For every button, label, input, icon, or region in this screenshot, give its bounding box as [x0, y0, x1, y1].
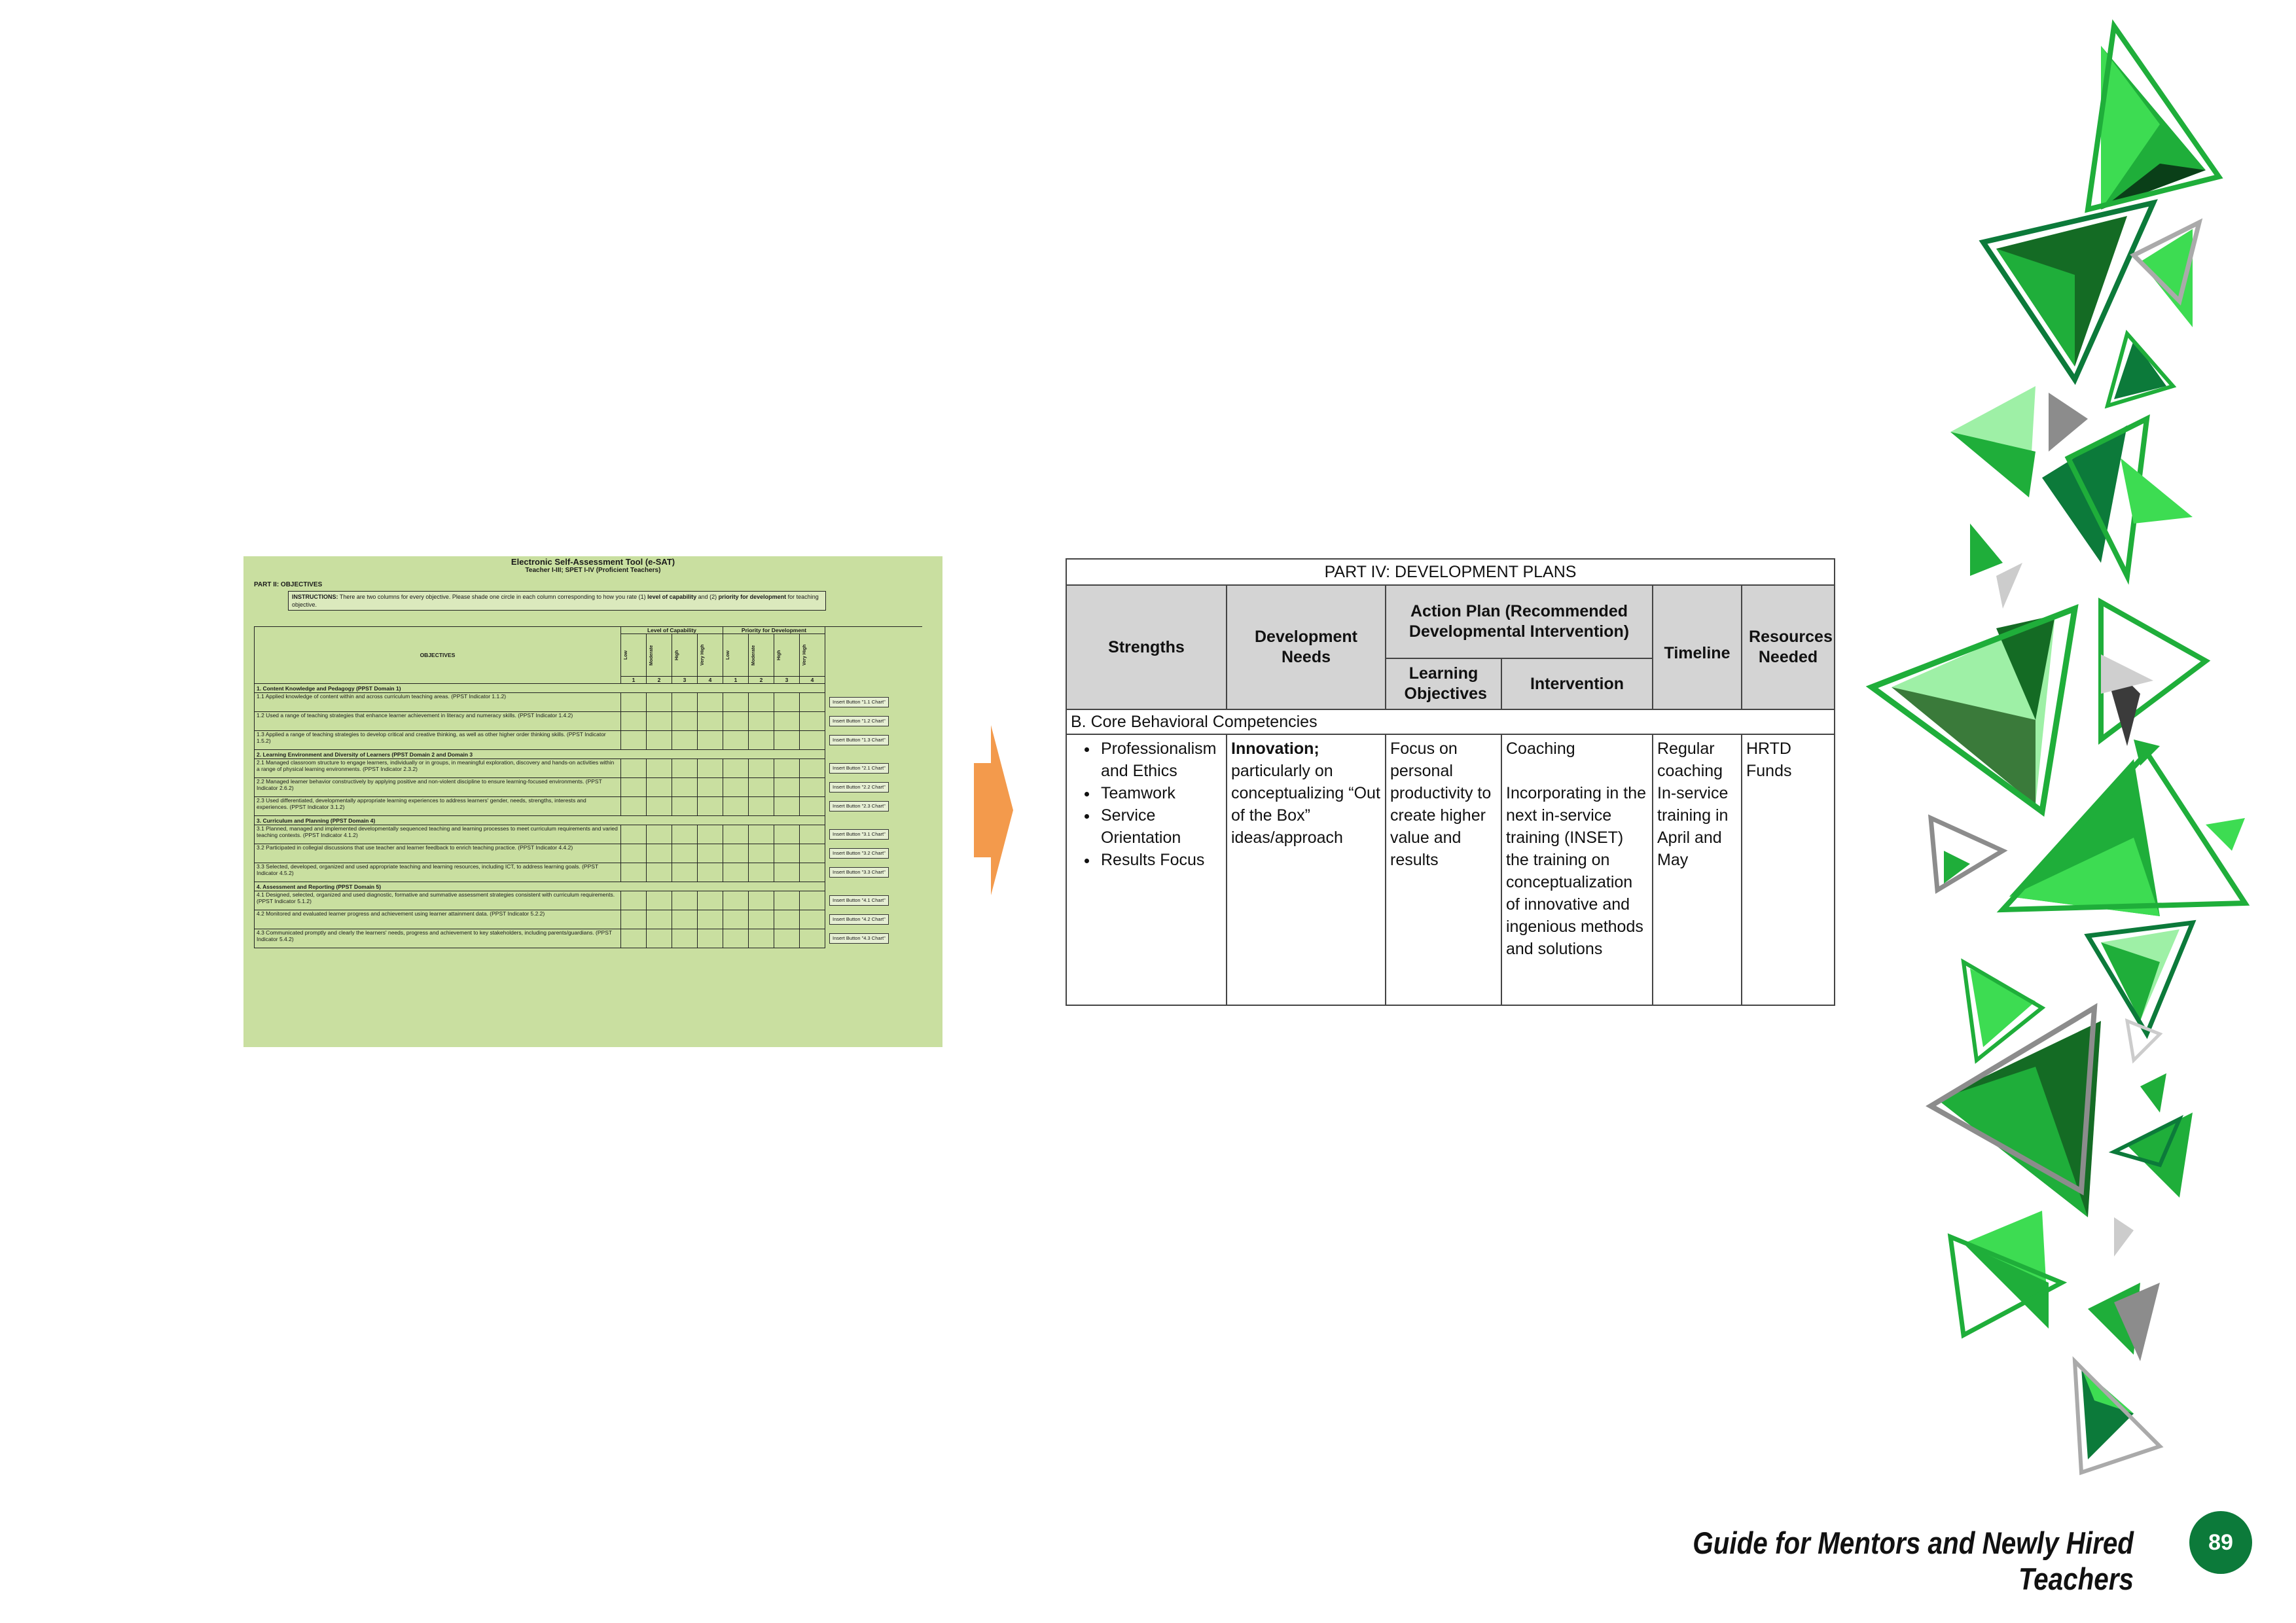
esat-chart-button-cell	[825, 863, 922, 882]
header-resources-needed-text: Resources Needed	[1749, 628, 1833, 666]
esat-domain-spacer	[825, 882, 922, 891]
esat-instr-b2: priority for development	[718, 594, 787, 600]
esat-instructions	[288, 591, 826, 611]
cell-timeline: Regular coaching In-service training in April and May	[1653, 734, 1742, 1005]
esat-chart-button[interactable]: Insert Button "4.1 Chart"	[829, 895, 889, 906]
esat-rating-cell[interactable]	[647, 825, 672, 844]
esat-rating-cell[interactable]	[723, 712, 749, 731]
esat-scale-number: 1	[621, 677, 647, 684]
esat-objective-row	[255, 797, 922, 816]
esat-instr-mid: and (2)	[696, 594, 719, 600]
header-development-needs-text: Development Needs	[1255, 628, 1357, 666]
esat-title: Electronic Self-Assessment Tool (e-SAT)	[511, 557, 675, 567]
esat-rating-cell[interactable]	[672, 891, 698, 910]
esat-scale-label	[647, 634, 672, 677]
cell-resources: HRTD Funds	[1742, 734, 1835, 1005]
esat-chart-button-cell	[825, 891, 922, 910]
esat-rating-cell[interactable]	[774, 731, 800, 750]
strength-item: • Teamwork	[1098, 782, 1222, 804]
esat-rating-cell[interactable]	[749, 731, 774, 750]
esat-objective-text: 3.3 Selected, developed, organized and used appropriate teaching and learning resources, including ICT, to address learning goals. (PPST Indicator 4.5.2)	[255, 863, 621, 882]
esat-objective-text: 4.2 Monitored and evaluated learner progress and achievement using learner attainment data. (PPST Indicator 5.2.2)	[255, 910, 621, 929]
esat-rating-cell[interactable]	[672, 731, 698, 750]
esat-rating-cell[interactable]	[800, 825, 825, 844]
esat-scale-text: Very High	[802, 644, 807, 666]
esat-rating-cell[interactable]	[698, 731, 723, 750]
esat-chart-button-cell	[825, 910, 922, 929]
esat-domain-spacer	[825, 816, 922, 825]
esat-rating-cell[interactable]	[723, 797, 749, 816]
esat-rating-cell[interactable]	[647, 712, 672, 731]
esat-rating-cell[interactable]	[647, 731, 672, 750]
esat-instr-end: for teaching objective.	[292, 594, 819, 608]
esat-rating-cell[interactable]	[800, 712, 825, 731]
esat-chart-button[interactable]: Insert Button "3.1 Chart"	[829, 829, 889, 840]
esat-rating-cell[interactable]	[774, 712, 800, 731]
esat-scale-label	[723, 634, 749, 677]
esat-chart-button-cell	[825, 731, 922, 750]
esat-scale-label	[774, 634, 800, 677]
esat-rating-cell[interactable]	[647, 797, 672, 816]
esat-rating-cell[interactable]	[647, 759, 672, 778]
esat-rating-cell[interactable]	[621, 863, 647, 882]
esat-domain-title: 3. Curriculum and Planning (PPST Domain 4)	[255, 816, 825, 825]
header-timeline: Timeline	[1653, 585, 1742, 709]
esat-rating-cell[interactable]	[647, 778, 672, 797]
esat-objective-row	[255, 825, 922, 844]
esat-domain-row	[255, 750, 922, 759]
esat-rating-cell[interactable]	[621, 712, 647, 731]
esat-chart-button[interactable]: Insert Button "1.2 Chart"	[829, 716, 889, 726]
esat-form-image	[243, 556, 942, 1047]
esat-rating-cell[interactable]	[800, 693, 825, 712]
esat-domain-title: 2. Learning Environment and Diversity of Learners (PPST Domain 2 and Domain 3	[255, 750, 825, 759]
esat-objective-text: 4.3 Communicated promptly and clearly the learners' needs, progress and achievement to key stakeholders, including parents/guardians. (PPST Indicator 5.4.2)	[255, 929, 621, 948]
esat-rating-cell[interactable]	[749, 797, 774, 816]
esat-rating-cell[interactable]	[800, 910, 825, 929]
esat-chart-button[interactable]: Insert Button "4.2 Chart"	[829, 914, 889, 925]
plan-title: PART IV: DEVELOPMENT PLANS	[1066, 559, 1835, 585]
esat-rating-cell[interactable]	[621, 825, 647, 844]
esat-rating-cell[interactable]	[749, 759, 774, 778]
esat-rating-cell[interactable]	[800, 778, 825, 797]
esat-objective-row	[255, 778, 922, 797]
esat-rating-cell[interactable]	[749, 778, 774, 797]
header-development-needs	[1227, 585, 1386, 709]
esat-objective-row	[255, 731, 922, 750]
esat-rating-cell[interactable]	[800, 844, 825, 863]
cell-strengths	[1066, 734, 1227, 1005]
esat-rating-cell[interactable]	[621, 844, 647, 863]
esat-objective-row	[255, 863, 922, 882]
esat-rating-cell[interactable]	[698, 825, 723, 844]
esat-rating-cell[interactable]	[698, 797, 723, 816]
intervention-coaching: Coaching	[1506, 740, 1575, 758]
esat-chart-button[interactable]: Insert Button "4.3 Chart"	[829, 933, 889, 944]
esat-rating-cell[interactable]	[698, 778, 723, 797]
esat-rating-cell[interactable]	[749, 891, 774, 910]
esat-scale-number: 4	[800, 677, 825, 684]
section-core-behavioral: B. Core Behavioral Competencies	[1066, 709, 1835, 734]
esat-rating-cell[interactable]	[621, 778, 647, 797]
esat-chart-button[interactable]: Insert Button "2.3 Chart"	[829, 801, 889, 812]
header-intervention: Intervention	[1501, 658, 1653, 709]
esat-rating-cell[interactable]	[749, 693, 774, 712]
esat-rating-cell[interactable]	[672, 863, 698, 882]
cell-development-needs	[1227, 734, 1386, 1005]
esat-col-objectives: OBJECTIVES	[255, 627, 621, 684]
esat-rating-cell[interactable]	[621, 929, 647, 948]
esat-rating-cell[interactable]	[800, 731, 825, 750]
esat-rating-cell[interactable]	[723, 891, 749, 910]
needs-bold: Innovation;	[1231, 740, 1319, 758]
esat-chart-button[interactable]: Insert Button "2.1 Chart"	[829, 763, 889, 774]
esat-objective-row	[255, 910, 922, 929]
esat-objective-row	[255, 844, 922, 863]
esat-objective-text: 2.1 Managed classroom structure to engage learners, individually or in groups, in meaningful exploration, discovery and hands-on activities within a range of physical learning environments. (PPST Indicator 2.3.2)	[255, 759, 621, 778]
esat-rating-cell[interactable]	[774, 863, 800, 882]
esat-rating-cell[interactable]	[723, 778, 749, 797]
esat-scale-text: Low	[624, 651, 628, 660]
esat-rating-cell[interactable]	[647, 844, 672, 863]
esat-rating-cell[interactable]	[723, 929, 749, 948]
esat-objective-text: 2.2 Managed learner behavior constructively by applying positive and non-violent discipline to ensure learning-focused environments. (PPST Indicator 2.6.2)	[255, 778, 621, 797]
esat-scale-text: High	[777, 650, 781, 660]
esat-objective-text: 3.1 Planned, managed and implemented developmentally sequenced teaching and learning processes to meet curriculum requirements and varied teaching contexts. (PPST Indicator 4.1.2)	[255, 825, 621, 844]
header-strengths: Strengths	[1066, 585, 1227, 709]
esat-rating-cell[interactable]	[723, 844, 749, 863]
esat-domain-row	[255, 882, 922, 891]
esat-objective-row	[255, 693, 922, 712]
esat-objective-text: 1.3 Applied a range of teaching strategies to develop critical and creative thinking, as well as other higher order thinking skills. (PPST Indicator 1.5.2)	[255, 731, 621, 750]
esat-table-body	[255, 684, 922, 948]
esat-rating-cell[interactable]	[723, 731, 749, 750]
strength-item: • Results Focus	[1098, 849, 1222, 871]
esat-scale-text: High	[675, 650, 679, 660]
esat-rating-cell[interactable]	[672, 712, 698, 731]
page-number-badge: 89	[2189, 1511, 2252, 1574]
esat-domain-row	[255, 684, 922, 693]
triangle-decoration	[1872, 26, 2245, 1472]
esat-rating-cell[interactable]	[621, 910, 647, 929]
esat-domain-spacer	[825, 684, 922, 693]
esat-rating-cell[interactable]	[723, 910, 749, 929]
esat-instr-text: There are two columns for every objective. Please shade one circle in each column corresponding to how you rate (1)	[338, 594, 648, 600]
esat-table	[254, 626, 922, 948]
esat-chart-button[interactable]: Insert Button "2.2 Chart"	[829, 782, 889, 793]
strengths-list	[1067, 738, 1222, 871]
esat-objective-row	[255, 759, 922, 778]
esat-rating-cell[interactable]	[723, 863, 749, 882]
esat-scale-label	[800, 634, 825, 677]
esat-rating-cell[interactable]	[698, 929, 723, 948]
header-resources-needed	[1742, 585, 1835, 709]
esat-rating-cell[interactable]	[800, 759, 825, 778]
esat-scale-number: 2	[647, 677, 672, 684]
esat-scale-text: Moderate	[751, 645, 756, 666]
esat-rating-cell[interactable]	[672, 797, 698, 816]
esat-col-priority: Priority for Development	[723, 627, 825, 634]
esat-objective-text: 2.3 Used differentiated, developmentally appropriate learning experiences to address learners' gender, needs, strengths, interests and experiences. (PPST Indicator 3.1.2)	[255, 797, 621, 816]
esat-rating-cell[interactable]	[647, 929, 672, 948]
esat-chart-button[interactable]: Insert Button "1.1 Chart"	[829, 697, 889, 707]
esat-rating-cell[interactable]	[749, 910, 774, 929]
esat-chart-button[interactable]: Insert Button "1.3 Chart"	[829, 735, 889, 745]
esat-chart-button-cell	[825, 778, 922, 797]
esat-chart-button-cell	[825, 825, 922, 844]
esat-rating-cell[interactable]	[774, 797, 800, 816]
esat-rating-cell[interactable]	[774, 844, 800, 863]
esat-rating-cell[interactable]	[698, 863, 723, 882]
header-action-plan-text: Action Plan (Recommended Developmental Intervention)	[1408, 602, 1630, 641]
esat-chart-button[interactable]: Insert Button "3.2 Chart"	[829, 848, 889, 859]
esat-objective-row	[255, 891, 922, 910]
esat-domain-title: 1. Content Knowledge and Pedagogy (PPST Domain 1)	[255, 684, 825, 693]
esat-rating-cell[interactable]	[621, 797, 647, 816]
esat-rating-cell[interactable]	[749, 863, 774, 882]
plan-row	[1066, 734, 1835, 1005]
esat-scale-number: 3	[672, 677, 698, 684]
esat-rating-cell[interactable]	[749, 929, 774, 948]
esat-scale-label	[698, 634, 723, 677]
esat-rating-cell[interactable]	[647, 693, 672, 712]
esat-rating-cell[interactable]	[672, 910, 698, 929]
esat-rating-cell[interactable]	[672, 844, 698, 863]
esat-chart-button-cell	[825, 759, 922, 778]
esat-part-label: PART II: OBJECTIVES	[254, 581, 323, 588]
esat-rating-cell[interactable]	[749, 825, 774, 844]
esat-rating-cell[interactable]	[647, 910, 672, 929]
esat-rating-cell[interactable]	[621, 731, 647, 750]
footer-guide-title: Guide for Mentors and Newly Hired Teachers	[1693, 1525, 2134, 1596]
esat-rating-cell[interactable]	[774, 825, 800, 844]
esat-domain-title: 4. Assessment and Reporting (PPST Domain 5)	[255, 882, 825, 891]
esat-rating-cell[interactable]	[647, 891, 672, 910]
esat-scale-label	[621, 634, 647, 677]
esat-domain-spacer	[825, 750, 922, 759]
esat-rating-cell[interactable]	[621, 891, 647, 910]
esat-chart-button-cell	[825, 797, 922, 816]
esat-rating-cell[interactable]	[672, 693, 698, 712]
esat-button-col	[825, 627, 922, 684]
esat-rating-cell[interactable]	[800, 891, 825, 910]
esat-rating-cell[interactable]	[621, 759, 647, 778]
esat-rating-cell[interactable]	[800, 797, 825, 816]
esat-rating-cell[interactable]	[774, 929, 800, 948]
esat-instr-b1: level of capability	[647, 594, 697, 600]
esat-objective-text: 4.1 Designed, selected, organized and used diagnostic, formative and summative assessment strategies consistent with curriculum requirements. (PPST Indicator 5.1.2)	[255, 891, 621, 910]
esat-scale-text: Very High	[700, 644, 705, 666]
esat-objective-text: 1.2 Used a range of teaching strategies that enhance learner achievement in literacy and numeracy skills. (PPST Indicator 1.4.2)	[255, 712, 621, 731]
esat-rating-cell[interactable]	[698, 693, 723, 712]
decorative-triangles	[1852, 0, 2296, 1544]
esat-rating-cell[interactable]	[698, 891, 723, 910]
needs-text: particularly on conceptualizing “Out of the Box” ideas/approach	[1231, 762, 1380, 847]
esat-scale-label	[749, 634, 774, 677]
header-learning-objectives	[1386, 658, 1501, 709]
esat-chart-button[interactable]: Insert Button "3.3 Chart"	[829, 867, 889, 878]
esat-rating-cell[interactable]	[800, 929, 825, 948]
esat-objective-row	[255, 712, 922, 731]
esat-rating-cell[interactable]	[774, 759, 800, 778]
esat-chart-button-cell	[825, 712, 922, 731]
esat-rating-cell[interactable]	[723, 759, 749, 778]
esat-scale-label	[672, 634, 698, 677]
intervention-inset: Incorporating in the next in-service training (INSET) the training on conceptualization of innovative and ingenious methods and solutions	[1506, 784, 1647, 958]
esat-rating-cell[interactable]	[672, 825, 698, 844]
cell-learning-objectives: Focus on personal productivity to create higher value and results	[1386, 734, 1501, 1005]
esat-rating-cell[interactable]	[774, 778, 800, 797]
esat-instr-label: INSTRUCTIONS:	[292, 594, 338, 600]
esat-rating-cell[interactable]	[723, 693, 749, 712]
esat-chart-button-cell	[825, 844, 922, 863]
esat-subtitle: Teacher I-III; SPET I-IV (Proficient Teachers)	[525, 567, 661, 574]
header-learning-objectives-text: Learning Objectives	[1404, 664, 1487, 703]
esat-scale-text: Moderate	[649, 645, 654, 666]
esat-chart-button-cell	[825, 929, 922, 948]
esat-rating-cell[interactable]	[698, 759, 723, 778]
esat-rating-cell[interactable]	[749, 844, 774, 863]
esat-domain-row	[255, 816, 922, 825]
esat-rating-cell[interactable]	[774, 910, 800, 929]
esat-rating-cell[interactable]	[723, 825, 749, 844]
strength-item: • Professionalism and Ethics	[1098, 738, 1222, 782]
esat-rating-cell[interactable]	[698, 844, 723, 863]
arrow-right-icon	[974, 725, 1013, 895]
esat-rating-cell[interactable]	[800, 863, 825, 882]
esat-scale-text: Low	[726, 651, 730, 660]
esat-scale-number: 4	[698, 677, 723, 684]
header-action-plan	[1386, 585, 1653, 658]
development-plans-table	[1066, 558, 1835, 1006]
esat-objective-text: 1.1 Applied knowledge of content within and across curriculum teaching areas. (PPST Indicator 1.1.2)	[255, 693, 621, 712]
esat-objective-text: 3.2 Participated in collegial discussions that use teacher and learner feedback to enrich teaching practice. (PPST Indicator 4.4.2)	[255, 844, 621, 863]
esat-rating-cell[interactable]	[698, 712, 723, 731]
esat-col-capability: Level of Capability	[621, 627, 723, 634]
esat-rating-cell[interactable]	[672, 929, 698, 948]
esat-objective-row	[255, 929, 922, 948]
esat-scale-number: 3	[774, 677, 800, 684]
esat-scale-number: 2	[749, 677, 774, 684]
esat-rating-cell[interactable]	[647, 863, 672, 882]
esat-rating-cell[interactable]	[774, 693, 800, 712]
strength-item: • Service Orientation	[1098, 804, 1222, 849]
esat-rating-cell[interactable]	[749, 712, 774, 731]
esat-rating-cell[interactable]	[698, 910, 723, 929]
esat-chart-button-cell	[825, 693, 922, 712]
esat-rating-cell[interactable]	[774, 891, 800, 910]
esat-rating-cell[interactable]	[621, 693, 647, 712]
esat-rating-cell[interactable]	[672, 778, 698, 797]
esat-rating-cell[interactable]	[672, 759, 698, 778]
esat-scale-number: 1	[723, 677, 749, 684]
cell-intervention	[1501, 734, 1653, 1005]
